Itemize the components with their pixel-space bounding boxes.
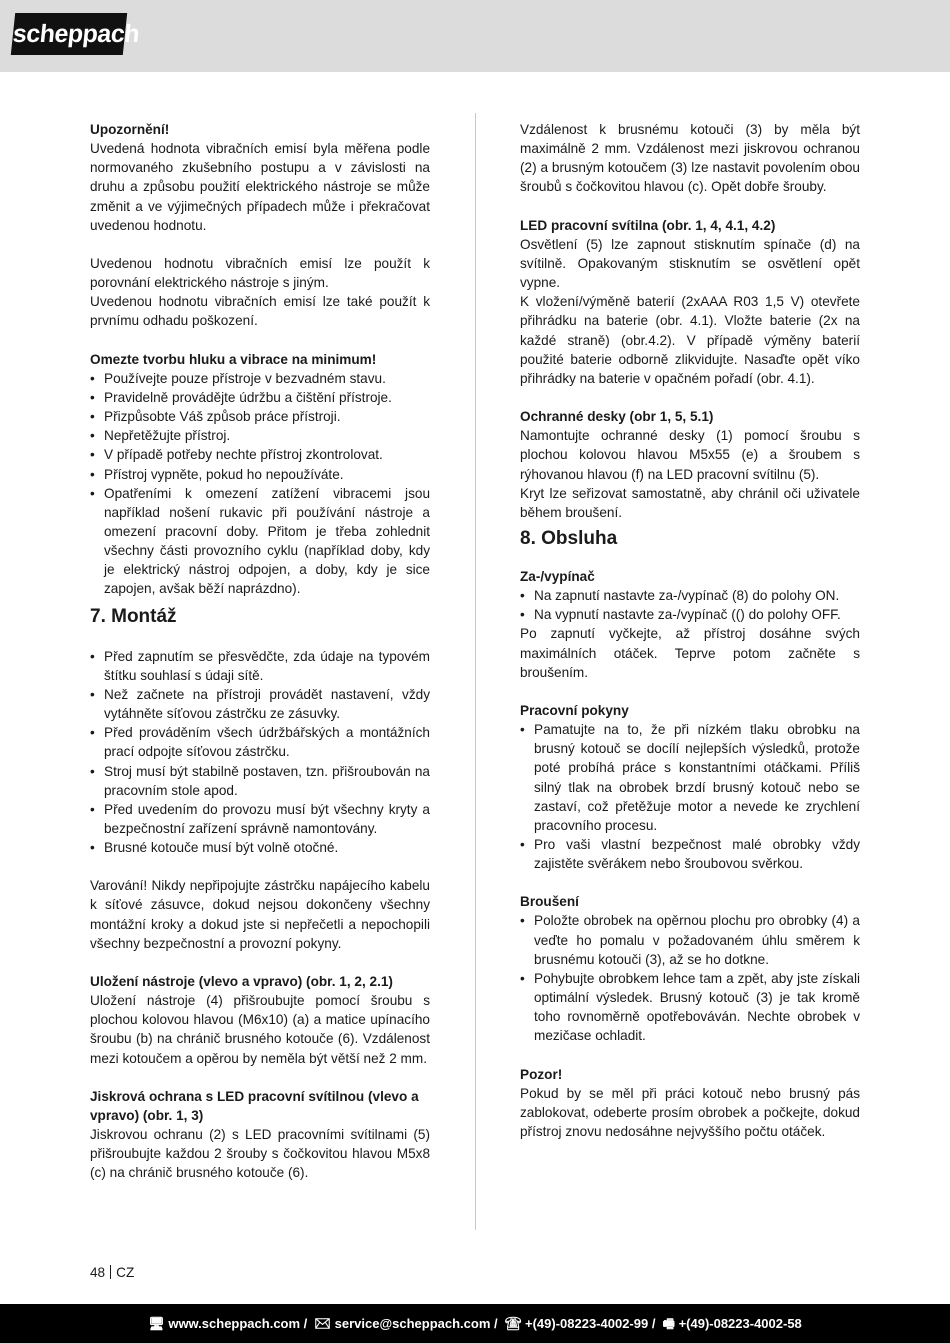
website-link[interactable]: www.scheppach.com /	[168, 1316, 308, 1331]
estimate-text: Uvedenou hodnotu vibračních emisí lze také použít k prvnímu odhadu poškození.	[90, 294, 430, 329]
contact-footer	[0, 1304, 950, 1343]
list-item: • Přístroj vypněte, pokud ho nepoužíváte.	[90, 465, 430, 484]
warning-title: Upozornění!	[90, 122, 170, 137]
list-item: • Na vypnutí nastavte za-/vypínač (() do polohy OFF.	[520, 605, 860, 624]
page-number	[90, 1265, 134, 1280]
list-item: • Na zapnutí nastavte za-/vypínač (8) do polohy ON.	[520, 586, 860, 605]
tool-rest-title: Uložení nástroje (vlevo a vpravo) (obr. 1, 2, 2.1)	[90, 973, 393, 989]
list-item: • Pamatujte na to, že při nízkém tlaku obrobku na brusný kotouč se docílí nejlepších výsledků, protože poté probíhá práce s konstantními otáčkami. Příliš silný tlak na obrobek brzdí brusný kotouč nebo se zastaví, což přetěžuje motor a nevede ke zrychlení pracovního procesu.	[520, 720, 860, 835]
list-item: • Stroj musí být stabilně postaven, tzn. přišroubován na pracovním stole apod.	[90, 762, 430, 800]
assembly-warning: Varování! Nikdy nepřipojujte zástrčku napájecího kabelu k síťové zásuvce, dokud nejsou dokončeny všechny montážní kroky a dokud jste si nepřečetli a nepochopili všechny bezpečnostní a provozní pokyny.	[90, 878, 430, 951]
led-title: LED pracovní svítilna (obr. 1, 4, 4.1, 4.2)	[520, 217, 776, 233]
monitor-icon: 🖥	[148, 1316, 169, 1331]
list-item: • Používejte pouze přístroje v bezvadném stavu.	[90, 369, 430, 388]
list-item: • Pravidelně provádějte údržbu a čištění přístroje.	[90, 388, 430, 407]
envelope-icon: ✉	[310, 1316, 335, 1331]
page-number-separator	[110, 1265, 111, 1279]
scheppach-logo: scheppach	[11, 13, 127, 55]
fax-number: +(49)-08223-4002-58	[678, 1316, 802, 1331]
list-item: • Pohybujte obrobkem lehce tam a zpět, aby jste získali optimální výsledek. Brusný kotouč (3) je tak kromě toho rovnoměrně opotřebováván. Nechte obrobek v mezičase ochladit.	[520, 969, 860, 1046]
caution-title: Pozor!	[520, 1066, 563, 1082]
list-item: • Opatřeními k omezení zatížení vibracemi jsou například nošení rukavic při používání nástroje a omezení pracovní doby. Přitom je třeba zohlednit všechny části provozního cyklu (například doby, kdy je elektrický nástroj odpojen, a doby, kdy je sice zapojen, avšak běží naprázdno).	[90, 484, 430, 599]
list-item: • Položte obrobek na opěrnou plochu pro obrobky (4) a veďte ho pomalu v požadovaném úhlu směrem k brusnému kotouči (3), až se ho dotkne.	[520, 911, 860, 968]
column-divider	[475, 113, 476, 1230]
tool-rest-text: Uložení nástroje (4) přišroubujte pomocí šroubu s plochou kolovou hlavou (M6x10) (a) a matice upínacího šroubu (b) na chránič brusného kotouče (6). Vzdálenost mezi kotoučem a opěrou by neměla být větší než 2 mm.	[90, 993, 430, 1066]
distance-text: Vzdálenost k brusnému kotouči (3) by měla být maximálně 2 mm. Vzdálenost mezi jiskrovou ochranou (2) a brusným kotoučem (3) lze nastavit povolením obou šroubů s čočkovitou hlavou (c). Opět dobře šrouby.	[520, 122, 860, 195]
header-bar	[0, 0, 950, 72]
switch-text: Po zapnutí vyčkejte, až přístroj dosáhne svých maximálních otáček. Teprve potom začněte s broušením.	[520, 626, 860, 680]
list-item: • Než začnete na přístroji provádět nastavení, vždy vytáhněte síťovou zástrčku ze zásuvky.	[90, 685, 430, 723]
section-7-heading-wrap	[90, 599, 430, 647]
list-item: • Brusné kotouče musí být volně otočné.	[90, 838, 430, 857]
phone-number: +(49)-08223-4002-99 /	[524, 1316, 656, 1331]
switch-list	[520, 586, 860, 624]
led-text: Osvětlení (5) lze zapnout stisknutím spínače (d) na svítilně. Opakovaným stisknutím se osvětlení opět vypne.	[520, 236, 860, 291]
left-column	[90, 120, 430, 1183]
caution-text: Pokud by se měl při práci kotouč nebo brusný pás zablokovat, odeberte prosím obrobek a počkejte, dokud přístroj znovu nedosáhne nejvyššího počtu otáček.	[520, 1085, 860, 1140]
shield-title: Ochranné desky (obr 1, 5, 5.1)	[520, 409, 714, 425]
list-item: • Před uvedením do provozu musí být všechny kryty a bezpečnostní zařízení správně namontovány.	[90, 800, 430, 838]
section-7-title: 7. Montáž	[90, 605, 177, 627]
work-title: Pracovní pokyny	[520, 702, 629, 718]
noise-title: Omezte tvorbu hluku a vibrace na minimum!	[90, 351, 377, 367]
switch-title: Za-/vypínač	[520, 568, 595, 584]
language-code: CZ	[116, 1265, 135, 1280]
assembly-list	[90, 647, 430, 858]
list-item: • Před zapnutím se přesvědčte, zda údaje na typovém štítku souhlasí s údaji sítě.	[90, 647, 430, 685]
spark-guard-text: Jiskrovou ochranu (2) s LED pracovními svítilnami (5) přišroubujte každou 2 šrouby s čočkovitou hlavou M5x8 (c) na chránič brusného kotouče (6).	[90, 1127, 430, 1181]
list-item: • Před prováděním všech údržbářských a montážních prací odpojte síťovou zástrčku.	[90, 723, 430, 761]
right-column	[520, 120, 860, 1141]
shield-text: Namontujte ochranné desky (1) pomocí šroubu s plochou kolovou hlavou M5x55 (e) a šroubem s rýhovanou hlavou (f) na LED pracovní svítilnu (5).	[520, 428, 860, 482]
grinding-title: Broušení	[520, 894, 579, 910]
list-item: • V případě potřeby nechte přístroj zkontrolovat.	[90, 445, 430, 464]
spark-guard-title: Jiskrová ochrana s LED pracovní svítilnou (vlevo a vpravo) (obr. 1, 3)	[90, 1088, 419, 1123]
grinding-list	[520, 911, 860, 1045]
section-8-heading-wrap	[520, 522, 860, 567]
list-item: • Pro vaši vlastní bezpečnost malé obrobky vždy zajistěte svěrákem nebo šroubovou svěrkou.	[520, 835, 860, 873]
shield-text-2: Kryt lze seřizovat samostatně, aby chránil oči uživatele během broušení.	[520, 485, 860, 520]
fax-icon: 🖷	[659, 1316, 679, 1331]
list-item: • Nepřetěžujte přístroj.	[90, 426, 430, 445]
page-number-value: 48	[90, 1265, 106, 1280]
section-8-title: 8. Obsluha	[520, 527, 618, 549]
noise-list	[90, 369, 430, 599]
email-link[interactable]: service@scheppach.com /	[334, 1316, 498, 1331]
battery-text: K vložení/výměně baterií (2xAAA R03 1,5 V) otevřete přihrádku na baterie (obr. 4.1). Vložte baterie (2x na každé straně) (obr.4.2). V případě výměny baterií použité baterie odborně zlikvidujte. Nasaďte opět víko přihrádky na baterie v opačném pořadí (obr. 4.1).	[520, 294, 860, 386]
compare-text: Uvedenou hodnotu vibračních emisí lze použít k porovnání elektrického nástroje s jiným.	[90, 255, 430, 291]
list-item: • Přizpůsobte Váš způsob práce přístroji.	[90, 407, 430, 426]
phone-icon: ☎	[501, 1316, 525, 1331]
warning-text: Uvedená hodnota vibračních emisí byla měřena podle normovaného zkušebního postupu a v závislosti na druhu a způsobu použití elektrického nástroje se může změnit a ve výjimečných případech může i překračovat uvedenou hodnotu.	[90, 141, 430, 233]
work-list	[520, 720, 860, 873]
